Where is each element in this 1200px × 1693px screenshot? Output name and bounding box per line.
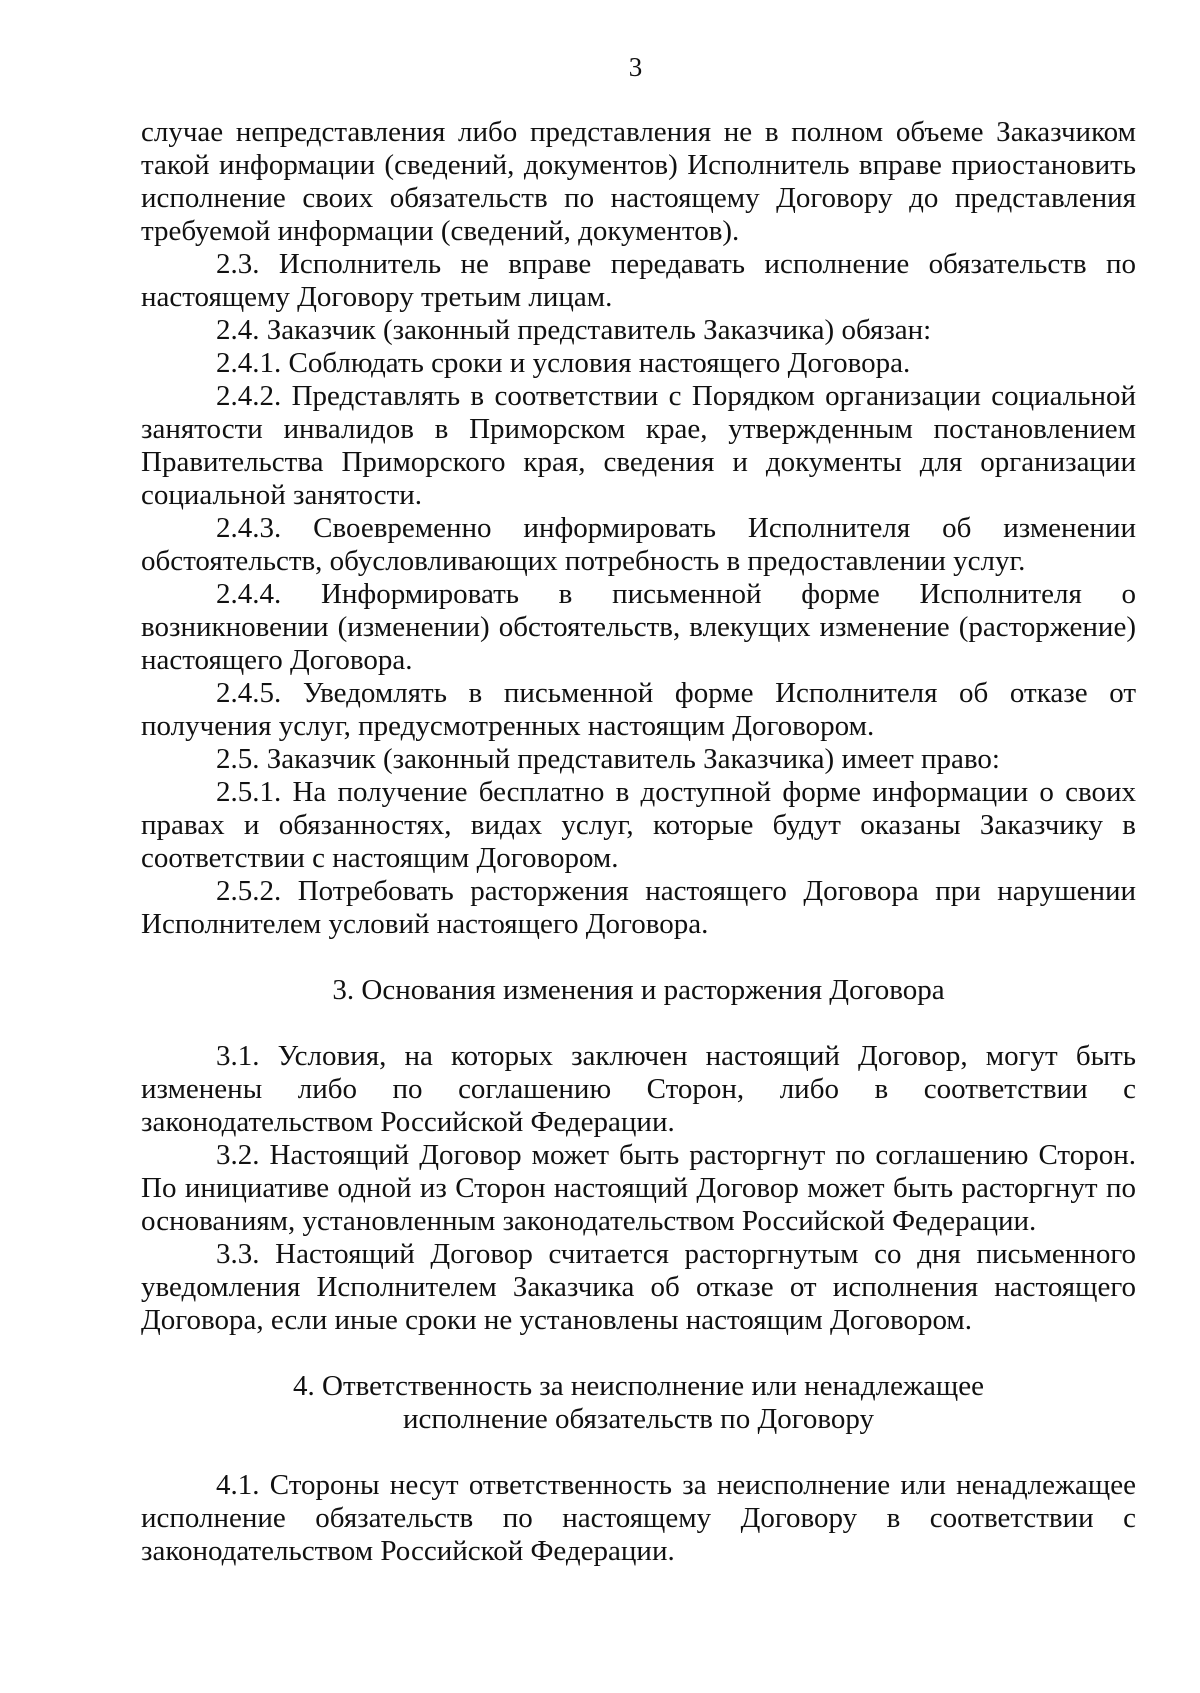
paragraph-2-5: 2.5. Заказчик (законный представитель Заказчика) имеет право:: [216, 743, 1000, 775]
paragraph-4-1: 4.1. Стороны несут ответственность за неисполнение или ненадлежащее исполнение обязательств по настоящему Договору в соответствии с законодательством Российской Федерации.: [141, 1469, 1136, 1567]
paragraph-2-4-5: 2.4.5. Уведомлять в письменной форме Исполнителя об отказе от получения услуг, предусмотренных настоящим Договором.: [141, 677, 1136, 742]
paragraph-2-5-2: 2.5.2. Потребовать расторжения настоящего Договора при нарушении Исполнителем условий настоящего Договора.: [141, 875, 1136, 940]
section-4-heading-line1: 4. Ответственность за неисполнение или ненадлежащее: [293, 1370, 984, 1402]
paragraph-continuation: случае непредставления либо представления не в полном объеме Заказчиком такой информации (сведений, документов) Исполнитель вправе приостановить исполнение своих обязательств по настоящему Договору до представления требуемой информации (сведений, документов).: [141, 116, 1136, 247]
section-4-heading-line2: исполнение обязательств по Договору: [402, 1403, 875, 1435]
section-3-heading: 3. Основания изменения и расторжения Договора: [332, 974, 945, 1006]
paragraph-2-4-2: 2.4.2. Представлять в соответствии с Порядком организации социальной занятости инвалидов в Приморском крае, утвержденным постановлением Правительства Приморского края, сведения и документы для организации социальной занятости.: [141, 380, 1136, 511]
paragraph-2-4: 2.4. Заказчик (законный представитель Заказчика) обязан:: [216, 314, 932, 346]
paragraph-2-4-4: 2.4.4. Информировать в письменной форме Исполнителя о возникновении (изменении) обстоятельств, влекущих изменение (расторжение) настоящего Договора.: [141, 578, 1136, 676]
paragraph-3-1: 3.1. Условия, на которых заключен настоящий Договор, могут быть изменены либо по соглашению Сторон, либо в соответствии с законодательством Российской Федерации.: [141, 1040, 1136, 1138]
page-number: 3: [628, 52, 643, 82]
paragraph-3-2: 3.2. Настоящий Договор может быть расторгнут по соглашению Сторон. По инициативе одной из Сторон настоящий Договор может быть расторгнут по основаниям, установленным законодательством Российской Федерации.: [141, 1139, 1136, 1237]
document-body: [141, 116, 1136, 1568]
paragraph-2-3: 2.3. Исполнитель не вправе передавать исполнение обязательств по настоящему Договору третьим лицам.: [141, 248, 1136, 313]
paragraph-3-3: 3.3. Настоящий Договор считается расторгнутым со дня письменного уведомления Исполнителем Заказчика об отказе от исполнения настоящего Договора, если иные сроки не установлены настоящим Договором.: [141, 1238, 1136, 1336]
paragraph-2-4-3: 2.4.3. Своевременно информировать Исполнителя об изменении обстоятельств, обусловливающих потребность в предоставлении услуг.: [141, 512, 1136, 577]
paragraph-2-4-1: 2.4.1. Соблюдать сроки и условия настоящего Договора.: [216, 347, 911, 379]
paragraph-2-5-1: 2.5.1. На получение бесплатно в доступной форме информации о своих правах и обязанностях, видах услуг, которые будут оказаны Заказчику в соответствии с настоящим Договором.: [141, 776, 1136, 874]
